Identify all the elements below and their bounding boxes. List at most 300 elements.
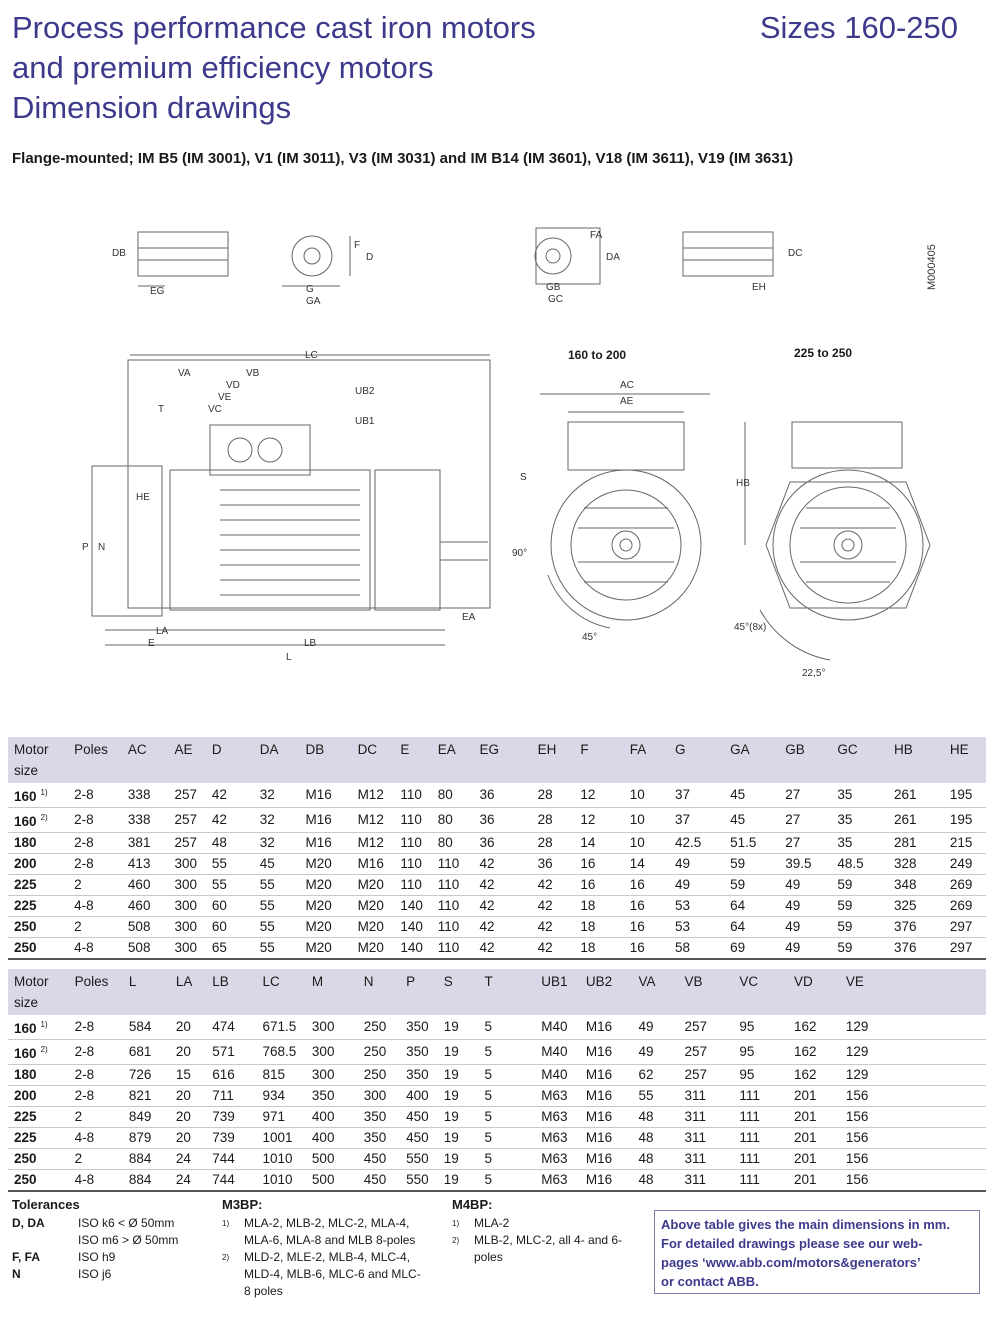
table-cell: 53	[669, 896, 724, 917]
table-cell: 201	[788, 1107, 840, 1128]
motor-size-cell	[8, 1149, 69, 1170]
table-cell: 111	[733, 1170, 788, 1192]
table-cell: 300	[358, 1086, 400, 1107]
motor-size: 180	[14, 835, 37, 850]
table-cell: 2	[69, 1149, 123, 1170]
table-cell: 42	[532, 896, 575, 917]
note-line: pages ‘www.abb.com/motors&generators’	[661, 1255, 921, 1270]
dimensions-table-2	[8, 969, 986, 1192]
drawing-label: HB	[736, 478, 750, 489]
table-cell: 744	[206, 1170, 256, 1192]
table-cell: 450	[400, 1107, 438, 1128]
table-cell: 350	[358, 1128, 400, 1149]
table-cell	[948, 1107, 986, 1128]
table-cell: 62	[633, 1065, 679, 1086]
drawing-label: AE	[620, 396, 634, 407]
m3bp-notes	[222, 1196, 432, 1300]
table-cell	[948, 1128, 986, 1149]
table-cell: 879	[123, 1128, 170, 1149]
column-header: Motor size	[8, 737, 68, 783]
table-cell: 821	[123, 1086, 170, 1107]
table-cell: 5	[478, 1040, 535, 1065]
table-cell: 413	[122, 854, 169, 875]
table-cell: 5	[478, 1107, 535, 1128]
table-cell: 156	[840, 1149, 897, 1170]
table-cell: 550	[400, 1170, 438, 1192]
motor-size-cell	[8, 1086, 69, 1107]
table-cell: 508	[122, 917, 169, 938]
title-line-1: Process performance cast iron motors	[12, 10, 536, 45]
table-row	[8, 1015, 986, 1040]
motor-size: 250	[14, 940, 37, 955]
table-cell: 300	[169, 896, 206, 917]
table-cell: 49	[633, 1040, 679, 1065]
table-cell: 129	[840, 1065, 897, 1086]
table-cell: 257	[169, 833, 206, 854]
column-header: E	[394, 737, 431, 783]
column-header: T	[478, 969, 535, 1015]
table-cell: 311	[678, 1128, 733, 1149]
table-cell: 500	[306, 1149, 358, 1170]
table-cell: 739	[206, 1107, 256, 1128]
table-row	[8, 854, 986, 875]
table-row	[8, 1128, 986, 1149]
column-header: VB	[678, 969, 733, 1015]
motor-size-cell	[8, 896, 68, 917]
table-cell	[896, 1170, 948, 1192]
table-cell: 257	[169, 808, 206, 833]
table-cell: 19	[438, 1065, 479, 1086]
column-header: M	[306, 969, 358, 1015]
drawing-label: UB1	[355, 416, 375, 427]
table-cell: 5	[478, 1128, 535, 1149]
drawing-label: GA	[306, 296, 321, 307]
table-cell: M16	[352, 854, 395, 875]
table-cell: 37	[669, 783, 724, 808]
motor-size: 225	[14, 1109, 37, 1124]
table-cell: 35	[831, 783, 888, 808]
motor-size-cell	[8, 783, 68, 808]
drawing-label: EG	[150, 286, 165, 297]
table-cell: 110	[394, 808, 431, 833]
table-cell: M16	[580, 1107, 633, 1128]
table-cell: 934	[256, 1086, 305, 1107]
table-cell: 257	[678, 1040, 733, 1065]
table-cell: 59	[724, 875, 779, 896]
table-cell: 55	[206, 854, 254, 875]
column-header: VD	[788, 969, 840, 1015]
drawing-label: EH	[752, 282, 766, 293]
table-cell: 28	[532, 808, 575, 833]
column-header: UB1	[535, 969, 580, 1015]
table-cell: 16	[574, 854, 623, 875]
table-row	[8, 808, 986, 833]
table-cell: 376	[888, 938, 944, 960]
drawing-label: GC	[548, 294, 563, 305]
table-cell: 14	[574, 833, 623, 854]
motor-size: 250	[14, 919, 37, 934]
drawing-label: G	[306, 284, 314, 295]
table-cell: 110	[432, 917, 474, 938]
motor-size: 200	[14, 856, 37, 871]
column-header: EA	[432, 737, 474, 783]
table-cell: 48	[633, 1107, 679, 1128]
table-cell: 18	[574, 938, 623, 960]
column-header: L	[123, 969, 170, 1015]
table-cell: 400	[306, 1107, 358, 1128]
table-cell: 300	[169, 938, 206, 960]
table-cell: 12	[574, 808, 623, 833]
table-cell: M20	[352, 875, 395, 896]
table-row	[8, 833, 986, 854]
table-cell: 20	[170, 1015, 206, 1040]
tolerances-title: Tolerances	[12, 1197, 80, 1212]
table-cell: 300	[169, 917, 206, 938]
table-cell: 111	[733, 1086, 788, 1107]
column-header: AC	[122, 737, 169, 783]
table-cell: 35	[831, 808, 888, 833]
table-cell: 18	[574, 896, 623, 917]
table-cell: 42.5	[669, 833, 724, 854]
table-cell: 19	[438, 1128, 479, 1149]
table-cell: 60	[206, 917, 254, 938]
table-cell: 16	[624, 896, 669, 917]
table-cell: 16	[624, 938, 669, 960]
table-cell: 739	[206, 1128, 256, 1149]
table-cell: 281	[888, 833, 944, 854]
table-cell: 110	[394, 854, 431, 875]
drawing-label: VA	[178, 368, 191, 379]
motor-size: 160	[14, 1021, 37, 1036]
table-cell: 55	[254, 917, 300, 938]
motor-size: 225	[14, 877, 37, 892]
footnote-ref: 1)	[40, 1020, 48, 1029]
table-cell: 16	[624, 875, 669, 896]
table-cell: 2-8	[68, 783, 122, 808]
table-cell: 32	[254, 783, 300, 808]
table-cell: 48.5	[831, 854, 888, 875]
table-cell	[896, 1040, 948, 1065]
table-cell: 257	[678, 1065, 733, 1086]
table-cell: 42	[532, 938, 575, 960]
table-cell: 338	[122, 783, 169, 808]
drawing-label: HE	[136, 492, 150, 503]
column-header: Motor size	[8, 969, 69, 1015]
table-cell: 36	[532, 854, 575, 875]
table-cell: M20	[300, 938, 352, 960]
table-cell: 2-8	[68, 808, 122, 833]
drawing-label: L	[286, 652, 292, 663]
column-header	[896, 969, 948, 1015]
table-cell: 381	[122, 833, 169, 854]
table-cell: 48	[633, 1170, 679, 1192]
note-line: For detailed drawings please see our web-	[661, 1236, 923, 1251]
table-cell: 49	[779, 938, 831, 960]
drawing-label: LB	[304, 638, 317, 649]
column-header: FA	[624, 737, 669, 783]
table-cell: 39.5	[779, 854, 831, 875]
table-cell: 215	[944, 833, 986, 854]
table-cell: 2-8	[69, 1015, 123, 1040]
table-cell: M12	[352, 833, 395, 854]
table-cell: M20	[352, 917, 395, 938]
table-cell	[896, 1128, 948, 1149]
table-cell: M16	[580, 1149, 633, 1170]
table-cell: M16	[300, 808, 352, 833]
table-cell: 129	[840, 1015, 897, 1040]
tolerances-section	[12, 1196, 212, 1283]
table-cell	[948, 1170, 986, 1192]
table-cell: 35	[831, 833, 888, 854]
table-cell: M16	[580, 1128, 633, 1149]
table-cell: 55	[633, 1086, 679, 1107]
table-cell: 1010	[256, 1170, 305, 1192]
column-header: LC	[256, 969, 305, 1015]
table-cell: 55	[254, 875, 300, 896]
table-header-row	[8, 969, 986, 1015]
table-cell: 110	[432, 875, 474, 896]
table-cell: 19	[438, 1149, 479, 1170]
table-cell: 550	[400, 1149, 438, 1170]
page-title	[12, 8, 536, 128]
drawing-label: DA	[606, 252, 620, 263]
table-cell: 257	[169, 783, 206, 808]
motor-size: 160	[14, 814, 37, 829]
tolerance-value: ISO k6 < Ø 50mm	[78, 1216, 175, 1230]
table-cell	[948, 1086, 986, 1107]
column-header: AE	[169, 737, 206, 783]
table-cell: 450	[358, 1170, 400, 1192]
drawing-label: VD	[226, 380, 240, 391]
table-cell: 110	[394, 783, 431, 808]
table-cell: 450	[400, 1128, 438, 1149]
table-cell: 59	[831, 917, 888, 938]
table-cell: 129	[840, 1040, 897, 1065]
label-225-250: 225 to 250	[794, 346, 853, 360]
motor-size-cell	[8, 854, 68, 875]
table-cell: M40	[535, 1040, 580, 1065]
table-cell: 111	[733, 1107, 788, 1128]
footnote-ref: 1)	[40, 788, 48, 797]
table-cell: 768.5	[256, 1040, 305, 1065]
table-cell: 20	[170, 1086, 206, 1107]
sizes-label: Sizes 160-250	[759, 10, 958, 45]
table-cell	[896, 1086, 948, 1107]
table-cell: 300	[306, 1065, 358, 1086]
table-cell: 24	[170, 1149, 206, 1170]
table-cell: M63	[535, 1107, 580, 1128]
table-cell: 60	[206, 896, 254, 917]
column-header: HB	[888, 737, 944, 783]
table-cell: 300	[169, 875, 206, 896]
column-header: HE	[944, 737, 986, 783]
table-cell: 500	[306, 1170, 358, 1192]
table-cell: 311	[678, 1149, 733, 1170]
table-cell: 19	[438, 1107, 479, 1128]
table-cell: 37	[669, 808, 724, 833]
table-cell: 744	[206, 1149, 256, 1170]
table-cell: 19	[438, 1086, 479, 1107]
table-cell: 110	[432, 896, 474, 917]
motor-size-cell	[8, 808, 68, 833]
table-cell: 48	[633, 1149, 679, 1170]
column-header: LA	[170, 969, 206, 1015]
table-cell: 10	[624, 808, 669, 833]
table-cell: 95	[733, 1040, 788, 1065]
footnote-ref: 2)	[452, 1236, 460, 1245]
table-cell: 681	[123, 1040, 170, 1065]
motor-size-cell	[8, 1065, 69, 1086]
column-header: EG	[473, 737, 531, 783]
table-cell: 156	[840, 1107, 897, 1128]
table-cell: 36	[473, 808, 531, 833]
tolerance-key: N	[12, 1267, 21, 1281]
table-cell: 2-8	[68, 833, 122, 854]
table-cell: 16	[574, 875, 623, 896]
table-cell: 45	[724, 808, 779, 833]
table-cell: 201	[788, 1149, 840, 1170]
table-cell: 20	[170, 1107, 206, 1128]
table-cell: 111	[733, 1149, 788, 1170]
table-cell: 4-8	[68, 938, 122, 960]
table-cell: 42	[473, 938, 531, 960]
table-cell: 55	[254, 938, 300, 960]
motor-size: 250	[14, 1151, 37, 1166]
table-cell: M16	[300, 783, 352, 808]
motor-size: 160	[14, 789, 37, 804]
table-cell: 297	[944, 938, 986, 960]
table-cell: 19	[438, 1015, 479, 1040]
title-line-3: Dimension drawings	[12, 90, 292, 125]
table-cell: 49	[669, 875, 724, 896]
table-cell	[896, 1015, 948, 1040]
table-cell: M20	[300, 875, 352, 896]
table-cell: 80	[432, 833, 474, 854]
table-cell: 55	[206, 875, 254, 896]
table-cell: 711	[206, 1086, 256, 1107]
table-cell: 971	[256, 1107, 305, 1128]
table-cell: M16	[580, 1015, 633, 1040]
table-cell: 65	[206, 938, 254, 960]
table-cell: 884	[123, 1149, 170, 1170]
table-cell: 110	[394, 833, 431, 854]
motor-size-cell	[8, 1107, 69, 1128]
table-cell: 42	[473, 875, 531, 896]
table-cell: M40	[535, 1065, 580, 1086]
table-cell: 4-8	[69, 1170, 123, 1192]
drawing-label: E	[148, 638, 155, 649]
table-cell: 59	[831, 938, 888, 960]
table-cell: 348	[888, 875, 944, 896]
table-cell: 48	[633, 1128, 679, 1149]
table-cell: 10	[624, 833, 669, 854]
column-header: P	[400, 969, 438, 1015]
table-cell: 27	[779, 808, 831, 833]
table-row	[8, 1107, 986, 1128]
motor-size-cell	[8, 938, 68, 960]
column-header: VA	[633, 969, 679, 1015]
column-header: GB	[779, 737, 831, 783]
table-cell: 55	[254, 896, 300, 917]
table-cell: 250	[358, 1015, 400, 1040]
table-cell: 849	[123, 1107, 170, 1128]
column-header: DA	[254, 737, 300, 783]
table-cell: 257	[678, 1015, 733, 1040]
table-cell: M16	[580, 1086, 633, 1107]
table-cell: 49	[779, 896, 831, 917]
table-cell	[896, 1065, 948, 1086]
info-note	[654, 1210, 980, 1294]
table-cell: 350	[400, 1015, 438, 1040]
table-cell: 51.5	[724, 833, 779, 854]
column-header: DB	[300, 737, 352, 783]
table-cell: 195	[944, 783, 986, 808]
tolerance-key	[12, 1232, 78, 1249]
table-cell: M40	[535, 1015, 580, 1040]
table-cell: M63	[535, 1170, 580, 1192]
table-cell: 36	[473, 833, 531, 854]
table-cell: 671.5	[256, 1015, 305, 1040]
table-row	[8, 783, 986, 808]
dimensions-table-1	[8, 737, 986, 960]
column-header: G	[669, 737, 724, 783]
table-cell: 19	[438, 1040, 479, 1065]
drawing-label: AC	[620, 380, 634, 391]
table-row	[8, 938, 986, 960]
table-cell	[948, 1065, 986, 1086]
drawing-label: 90°	[512, 548, 528, 559]
drawing-label: VB	[246, 368, 260, 379]
table-cell: 2	[68, 875, 122, 896]
drawing-label: 45°	[582, 632, 598, 643]
tolerance-value: ISO h9	[78, 1250, 116, 1264]
dimension-drawing	[0, 190, 1000, 730]
table-cell: 49	[633, 1015, 679, 1040]
table-cell: 616	[206, 1065, 256, 1086]
table-cell: 49	[669, 854, 724, 875]
table-cell: 2-8	[69, 1040, 123, 1065]
table-cell: 325	[888, 896, 944, 917]
table-cell: M20	[300, 917, 352, 938]
m4bp-title: M4BP:	[452, 1197, 493, 1212]
drawing-label: LA	[156, 626, 169, 637]
table-cell: M20	[352, 938, 395, 960]
drawing-label: F	[354, 240, 361, 251]
motor-size-cell	[8, 875, 68, 896]
drawing-label: DC	[788, 248, 803, 259]
table-row	[8, 1065, 986, 1086]
drawing-label: VC	[208, 404, 222, 415]
tolerance-key: D, DA	[12, 1216, 45, 1230]
table-cell: 69	[724, 938, 779, 960]
table-cell: M63	[535, 1128, 580, 1149]
column-header: Poles	[68, 737, 122, 783]
table-cell: 201	[788, 1086, 840, 1107]
title-line-2: and premium efficiency motors	[12, 50, 434, 85]
table-cell: 59	[724, 854, 779, 875]
table-cell: 815	[256, 1065, 305, 1086]
table-cell: 95	[733, 1065, 788, 1086]
column-header: GA	[724, 737, 779, 783]
table-cell: 95	[733, 1015, 788, 1040]
table-cell: 80	[432, 783, 474, 808]
mounting-subtitle: Flange-mounted; IM B5 (IM 3001), V1 (IM 3011), V3 (IM 3031) and IM B14 (IM 3601), V18 (IM 3611), V19 (IM 3631)	[12, 150, 794, 167]
table-cell: 64	[724, 917, 779, 938]
table-cell: 14	[624, 854, 669, 875]
table-cell: 140	[394, 896, 431, 917]
table-cell: 261	[888, 808, 944, 833]
table-cell: 12	[574, 783, 623, 808]
